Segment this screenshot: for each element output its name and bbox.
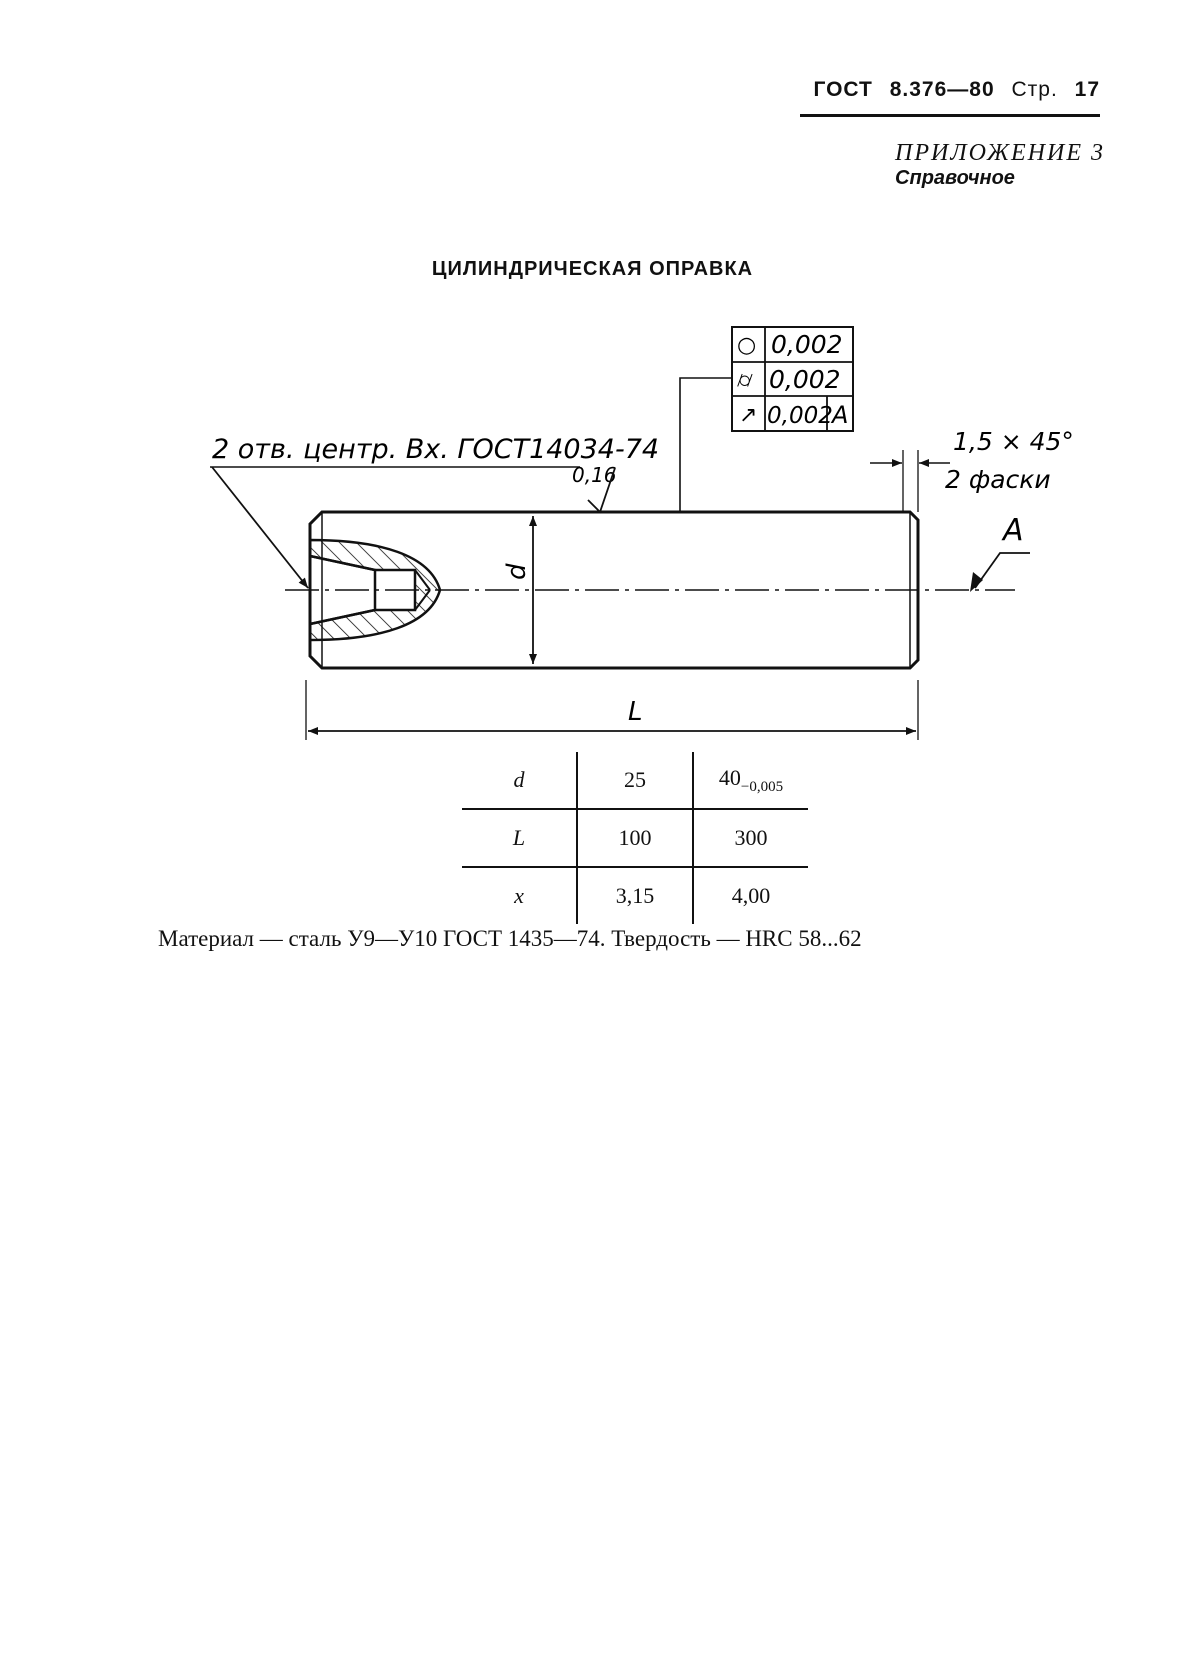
tolerance-leader (680, 378, 732, 512)
cylindricity-icon: ⌭ (737, 368, 753, 393)
datum-leader (975, 553, 1030, 588)
tolerance-value: −0,005 (740, 778, 784, 795)
table-row (462, 867, 808, 924)
cylindricity-value: 0,002 (769, 365, 841, 394)
table-row (462, 752, 808, 809)
chamfer-count: 2 фаски (945, 465, 1051, 494)
page-title: ЦИЛИНДРИЧЕСКАЯ ОПРАВКА (431, 258, 754, 280)
roundness-value: 0,002 (771, 330, 843, 359)
row-value: 3,15 (577, 867, 693, 924)
centers-note: 2 отв. центр. Вх. ГОСТ14034-74 (212, 434, 660, 465)
row-value: 4,00 (693, 867, 808, 924)
runout-datum: A (832, 401, 849, 429)
chamfer-size: 1,5 × 45° (953, 427, 1074, 456)
material-note: Материал — сталь У9—У10 ГОСТ 1435—74. Твердость — HRC 58...62 (158, 926, 862, 951)
row-label: x (514, 883, 524, 908)
page-number: 17 (1074, 78, 1100, 101)
row-value: $40_{-0,005}$ (693, 752, 808, 809)
centers-leader (212, 467, 308, 588)
table-row (462, 809, 808, 867)
row-value: 100 (577, 809, 693, 867)
runout-icon: ↗ (739, 403, 758, 428)
dimensions-table (462, 752, 808, 924)
roughness-value: 0,16 (572, 463, 617, 487)
appendix-title: ПРИЛОЖЕНИЕ 3 (895, 140, 1105, 166)
standard-label: ГОСТ (813, 78, 873, 101)
page-label: Стр. (1011, 78, 1058, 101)
roundness-icon: ○ (737, 333, 757, 358)
length-label: L (628, 697, 643, 727)
row-value: 25 (577, 752, 693, 809)
standard-number: 8.376—80 (889, 78, 995, 101)
row-value: 300 (693, 809, 808, 867)
row-label: L (462, 809, 577, 867)
row-label: d (462, 752, 577, 809)
appendix-subtitle: Справочное (895, 167, 1015, 189)
runout-value: 0,002 (767, 403, 833, 429)
diameter-label: d (502, 563, 532, 580)
datum-label: A (1003, 513, 1024, 548)
